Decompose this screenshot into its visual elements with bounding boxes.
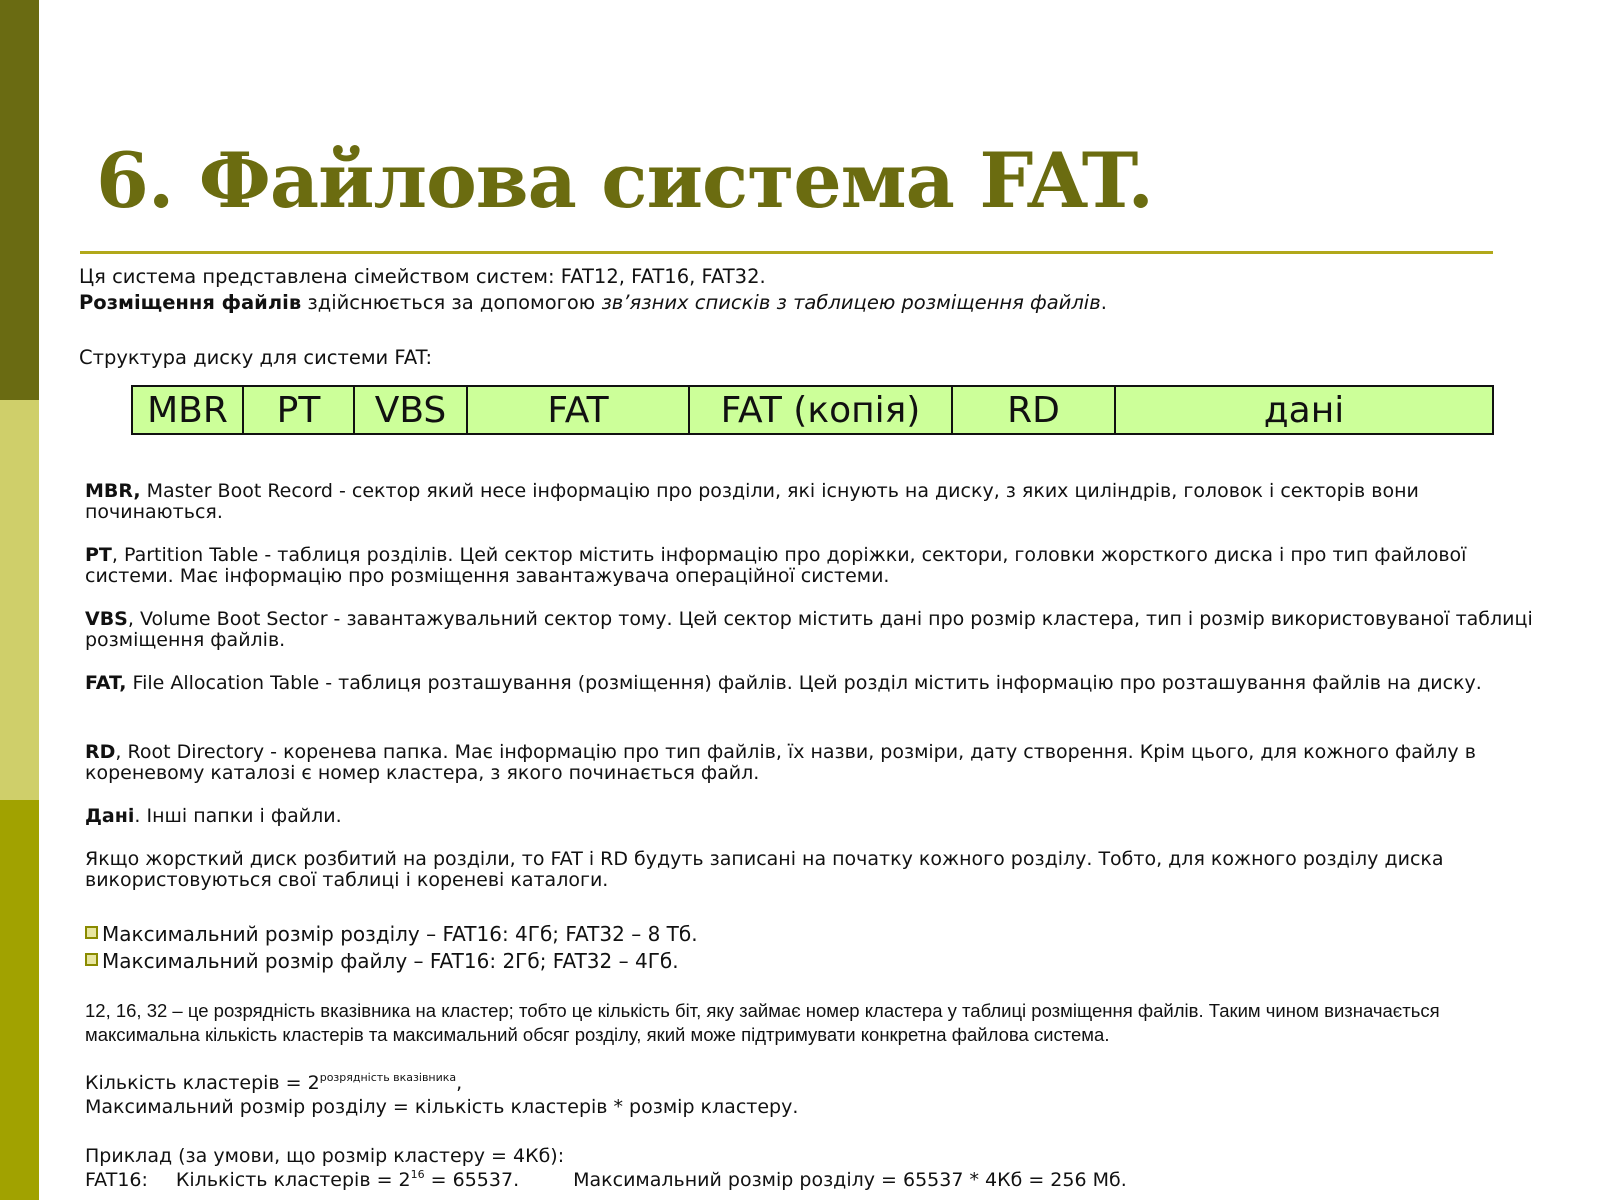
- placement-term: Розміщення файлів: [79, 291, 302, 314]
- example-clusters-result: = 65537.: [424, 1169, 520, 1191]
- square-bullet-icon: [85, 926, 98, 939]
- definition-text: . Інші папки і файли.: [134, 805, 342, 827]
- definition-fat: [85, 673, 1535, 694]
- formula-text: Кількість кластерів = 2: [85, 1072, 320, 1094]
- decorative-band-bottom: [0, 800, 39, 1200]
- disk-segment-fat-copy: FAT (копія): [690, 387, 953, 433]
- bullet-text: Максимальний розмір розділу – FAT16: 4Гб; FAT32 – 8 Тб.: [102, 922, 698, 946]
- example-header: Приклад (за умови, що розмір кластеру = 4Кб):: [85, 1145, 565, 1167]
- disk-segment-mbr: MBR: [133, 387, 244, 433]
- bullet-max-partition: [85, 922, 698, 946]
- definition-text: , Volume Boot Sector - завантажувальний сектор тому. Цей сектор містить дані про розмір кластера, тип і розмір використовуваної таблиці розміщення файлів.: [85, 608, 1533, 651]
- definition-vbs: [85, 609, 1535, 651]
- definition-text: Master Boot Record - сектор який несе інформацію про розділи, які існують на диску, з яких циліндрів, головок і секторів вони починаються.: [85, 480, 1419, 523]
- definition-term: PT: [85, 544, 112, 566]
- definition-text: , Partition Table - таблиця розділів. Цей сектор містить інформацію про доріжки, сектори, головки жорсткого диска і про тип файлової системи. Має інформацію про розміщення завантажувача операційної системи.: [85, 544, 1467, 587]
- decorative-band-top: [0, 0, 39, 400]
- intro-line: Ця система представлена сімейством систем: FAT12, FAT16, FAT32.: [79, 265, 766, 288]
- formula-exponent: розрядність вказівника: [319, 1071, 457, 1084]
- explanation-paragraph: 12, 16, 32 – це розрядність вказівника на кластер; тобто це кількість біт, яку займає номер кластера у таблиці розміщення файлів. Таким чином визначається максимальна кількість кластерів та максимальний обсяг розділу, який може підтримувати конкретна файлова система.: [85, 1000, 1440, 1045]
- definition-term: VBS: [85, 608, 128, 630]
- placement-line: [79, 291, 1107, 314]
- definition-rd: [85, 742, 1535, 784]
- definition-text: , Root Directory - коренева папка. Має інформацію про тип файлів, їх назви, розміри, дату створення. Крім цього, для кожного файлу в кореневому каталозі є номер кластера, з якого починається файл.: [85, 741, 1476, 784]
- example-fat16-line: [85, 1168, 1127, 1191]
- disk-segment-rd: RD: [953, 387, 1116, 433]
- disk-segment-fat: FAT: [468, 387, 690, 433]
- example-fat16-label: FAT16:: [85, 1169, 148, 1191]
- formula-comma: ,: [456, 1072, 463, 1094]
- disk-segment-vbs: VBS: [355, 387, 468, 433]
- structure-label: Структура диску для системи FAT:: [79, 346, 433, 369]
- bullet-text: Максимальний розмір файлу – FAT16: 2Гб; FAT32 – 4Гб.: [102, 949, 679, 973]
- definition-term: FAT,: [85, 672, 127, 694]
- disk-segment-data: дані: [1263, 389, 1345, 431]
- decorative-band-middle: [0, 400, 39, 800]
- placement-end: .: [1100, 291, 1107, 314]
- definition-term: MBR,: [85, 480, 141, 502]
- square-bullet-icon: [85, 953, 98, 966]
- disk-structure-diagram: [131, 385, 1494, 435]
- disk-segment-pt: PT: [244, 387, 355, 433]
- title-underline: [80, 251, 1493, 254]
- definition-pt: [85, 545, 1535, 587]
- example-clusters-text: Кількість кластерів = 2: [175, 1169, 411, 1191]
- partition-note: Якщо жорсткий диск розбитий на розділи, то FAT і RD будуть записані на початку кожного розділу. Тобто, для кожного розділу диска використовуються свої таблиці і кореневі каталоги.: [85, 848, 1444, 891]
- definition-term: Дані: [85, 805, 135, 827]
- definition-mbr: [85, 481, 1535, 523]
- definition-text: File Allocation Table - таблиця розташування (розміщення) файлів. Цей розділ містить інформацію про розташування файлів на диску.: [126, 672, 1482, 694]
- example-exponent: 16: [410, 1168, 425, 1181]
- slide-title: 6. Файлова система FAT.: [96, 136, 1153, 225]
- max-partition-formula: Максимальний розмір розділу = кількість кластерів * розмір кластеру.: [85, 1096, 799, 1118]
- placement-italic: зв’язних списків з таблицею розміщення файлів: [601, 291, 1101, 314]
- definition-term: RD: [85, 741, 116, 763]
- placement-text: здійснюється за допомогою: [301, 291, 602, 314]
- example-max-partition: Максимальний розмір розділу = 65537 * 4Кб = 256 Мб.: [573, 1169, 1127, 1191]
- definition-data: [85, 806, 1535, 827]
- clusters-formula: [85, 1071, 462, 1094]
- bullet-max-file: [85, 949, 679, 973]
